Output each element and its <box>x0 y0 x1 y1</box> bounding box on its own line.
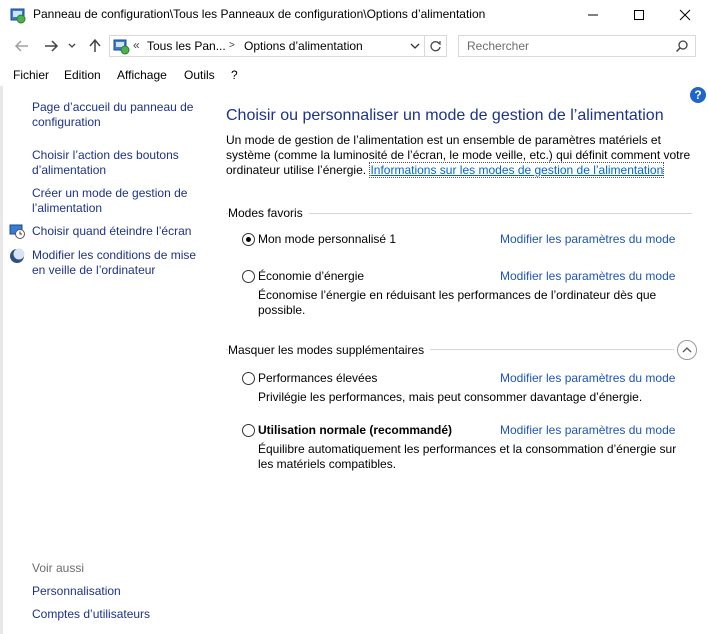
chevron-down-icon <box>67 41 77 51</box>
address-current[interactable]: Options d’alimentation <box>244 39 363 53</box>
sidebar-link-power-buttons[interactable]: Choisir l’action des boutons d’alimentation <box>32 148 179 177</box>
left-edge <box>0 86 3 634</box>
see-also-heading: Voir aussi <box>32 561 85 575</box>
menu-edit[interactable]: Edition <box>64 68 101 82</box>
help-icon: ? <box>694 88 702 102</box>
extra-plans-heading[interactable]: Masquer les modes supplémentaires <box>228 343 430 357</box>
back-arrow-icon <box>14 38 30 54</box>
see-also-personalization[interactable]: Personnalisation <box>32 584 121 598</box>
menu-tools[interactable]: Outils <box>184 68 215 82</box>
change-plan-link-balanced[interactable]: Modifier les paramètres du mode <box>500 423 676 437</box>
see-also-user-accounts[interactable]: Comptes d’utilisateurs <box>32 607 151 621</box>
change-plan-link-high-performance[interactable]: Modifier les paramètres du mode <box>500 371 676 385</box>
recent-locations-button[interactable] <box>66 37 78 55</box>
change-plan-link-power-saver[interactable]: Modifier les paramètres du mode <box>500 269 676 283</box>
address-overflow[interactable]: « <box>133 38 140 52</box>
search-box[interactable] <box>458 35 696 57</box>
display-timer-icon <box>9 223 25 239</box>
minimize-icon <box>587 9 599 21</box>
address-bar[interactable] <box>109 35 425 57</box>
refresh-button[interactable] <box>425 35 447 57</box>
plan-name-custom[interactable]: Mon mode personnalisé 1 <box>258 232 397 246</box>
plan-description-power-saver: Économise l’énergie en réduisant les performances de l’ordinateur dès que possible. <box>258 288 657 317</box>
page-description <box>226 133 696 178</box>
menu-file[interactable]: Fichier <box>13 68 50 82</box>
control-panel-icon <box>9 6 27 24</box>
plan-radio-power-saver[interactable] <box>242 270 255 283</box>
sidebar-link-display-off[interactable]: Choisir quand éteindre l’écran <box>32 224 192 238</box>
refresh-icon <box>429 40 442 53</box>
collapse-button[interactable] <box>677 340 697 360</box>
close-icon <box>679 9 691 21</box>
address-root[interactable]: Tous les Pan... <box>147 39 226 53</box>
search-input[interactable] <box>459 36 671 56</box>
title-bar <box>0 0 708 30</box>
maximize-button[interactable] <box>616 0 662 30</box>
plan-description-balanced: Équilibre automatiquement les performances et la consommation d’énergie sur les matériels compatibles. <box>258 442 677 471</box>
plan-radio-custom[interactable] <box>242 233 255 246</box>
menu-help[interactable]: ? <box>231 68 238 82</box>
help-button[interactable] <box>690 87 706 103</box>
sidebar-link-sleep[interactable]: Modifier les conditions de mise en veille de l’ordinateur <box>32 248 197 277</box>
change-plan-link-custom[interactable]: Modifier les paramètres du mode <box>500 232 676 246</box>
window-title: Panneau de configuration\Tous les Panneaux de configuration\Options d’alimentation <box>33 7 486 21</box>
plan-name-balanced[interactable]: Utilisation normale (recommandé) <box>258 423 453 437</box>
address-separator[interactable]: > <box>229 40 235 51</box>
back-button[interactable] <box>13 37 31 55</box>
up-arrow-icon <box>87 38 103 54</box>
sidebar-link-create-plan[interactable]: Créer un mode de gestion de l’alimentation <box>32 186 188 215</box>
info-link[interactable]: Informations sur les modes de gestion de l’alimentation <box>370 163 664 177</box>
plan-radio-high-performance[interactable] <box>242 372 255 385</box>
control-panel-icon <box>113 38 130 55</box>
favorites-heading: Modes favoris <box>228 206 309 220</box>
chevron-down-icon[interactable] <box>408 39 422 53</box>
plan-radio-balanced[interactable] <box>242 424 255 437</box>
menu-bar <box>0 63 708 85</box>
page-title: Choisir ou personnaliser un mode de gestion de l’alimentation <box>226 107 664 124</box>
forward-button[interactable] <box>42 37 60 55</box>
minimize-button[interactable] <box>570 0 616 30</box>
search-icon[interactable] <box>675 39 689 53</box>
chevron-up-icon <box>681 344 693 356</box>
plan-name-high-performance[interactable]: Performances élevées <box>258 371 378 385</box>
sidebar-link-home[interactable]: Page d’accueil du panneau de configuration <box>32 100 194 129</box>
menu-view[interactable]: Affichage <box>117 68 167 82</box>
maximize-icon <box>633 9 645 21</box>
sleep-moon-icon <box>9 248 25 264</box>
description-text: Un mode de gestion de l’alimentation est un ensemble de paramètres matériels et système (comme la luminosité de l’écran, le mode veille, etc.) qui définit comment votre ordinateur utilise l’énergie. <box>226 133 691 177</box>
plan-description-high-performance: Privilégie les performances, mais peut consommer davantage d’énergie. <box>258 390 643 404</box>
forward-arrow-icon <box>43 38 59 54</box>
up-button[interactable] <box>86 37 104 55</box>
plan-name-power-saver[interactable]: Économie d’énergie <box>258 269 365 283</box>
close-button[interactable] <box>662 0 708 30</box>
